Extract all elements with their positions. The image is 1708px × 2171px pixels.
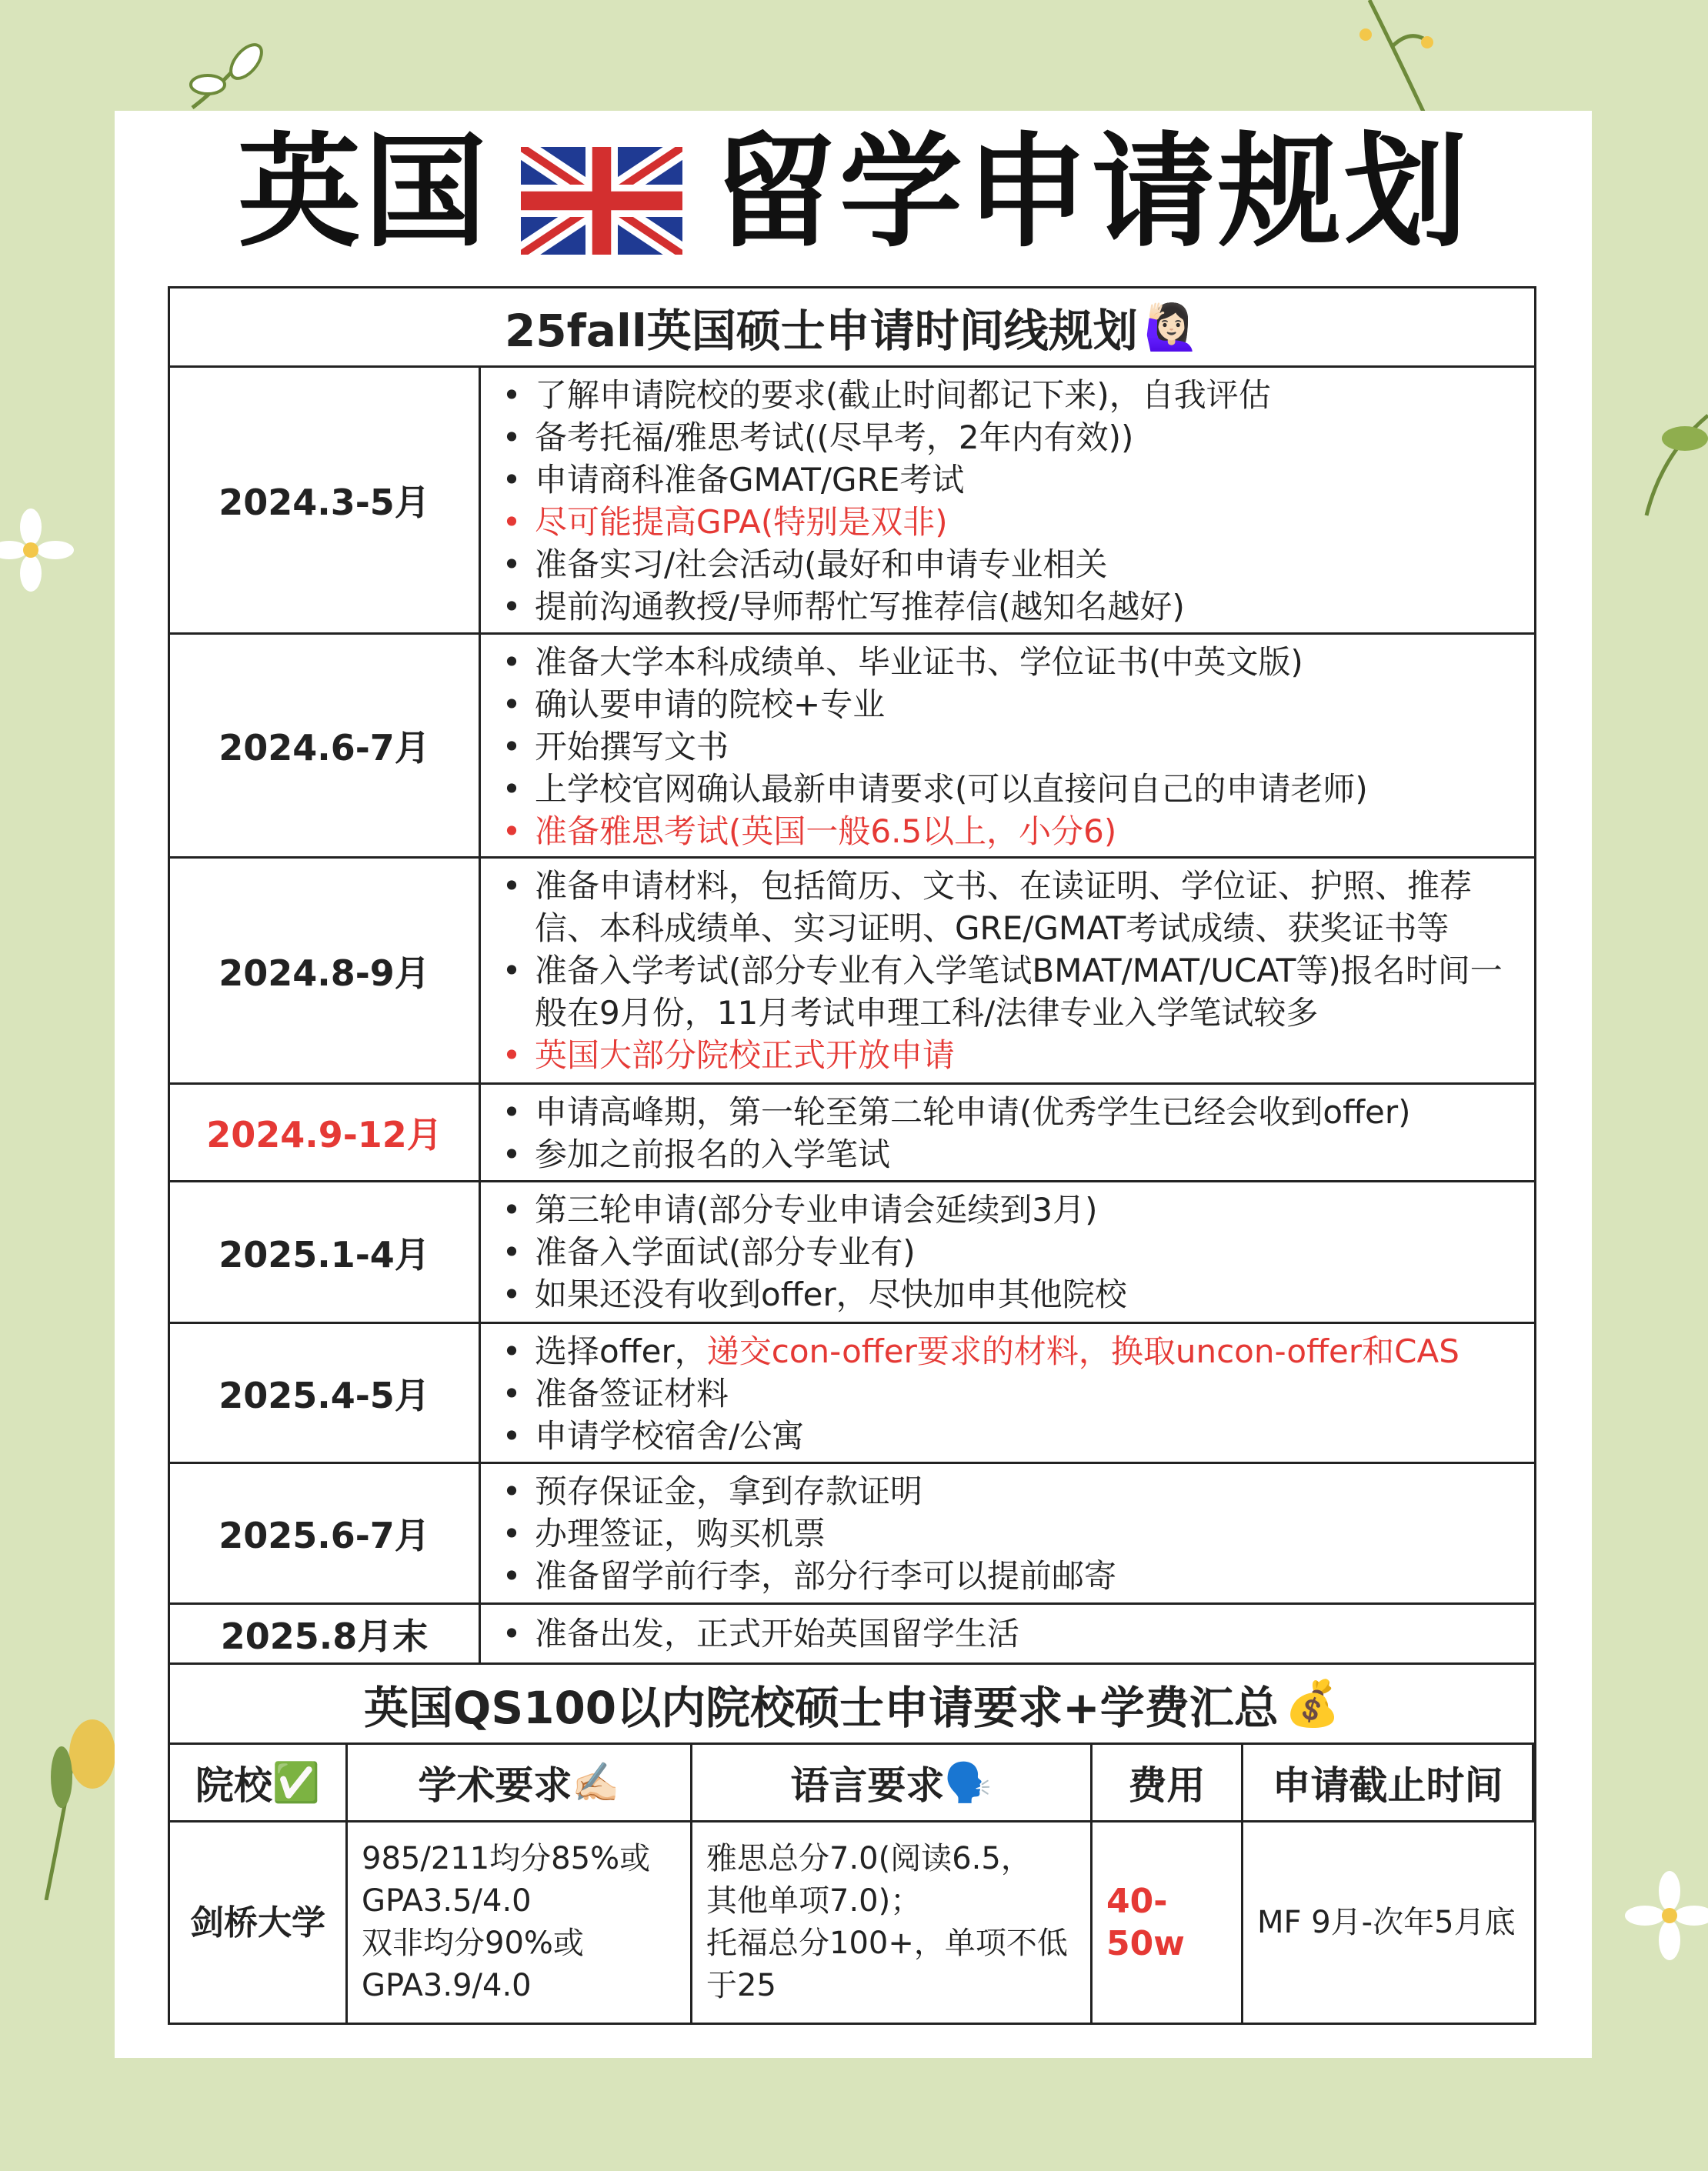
timeline-date: 2024.6-7月	[170, 635, 481, 856]
timeline-row	[170, 859, 1534, 1085]
list-item	[489, 1512, 1534, 1555]
list-item	[489, 1034, 1534, 1076]
list-item	[489, 374, 1534, 416]
bullet-icon: •	[502, 770, 522, 808]
item-text	[535, 865, 1534, 949]
item-text	[535, 1555, 1534, 1597]
writing-hand-icon: ✍🏻	[572, 1759, 620, 1805]
timeline-row	[170, 635, 1534, 859]
header-label: 语言要求	[790, 1763, 945, 1808]
item-text-segment: 尽可能提高GPA(特别是双非)	[535, 503, 948, 541]
branch-icon	[1339, 0, 1446, 115]
item-text	[535, 374, 1534, 416]
timeline-items	[481, 1464, 1534, 1602]
bullet-icon: •	[502, 812, 522, 850]
bullet-icon: •	[502, 1515, 522, 1552]
list-item	[489, 641, 1534, 683]
timeline-items	[481, 1605, 1534, 1662]
timeline-rows	[170, 368, 1534, 1665]
item-text-segment: 准备雅思考试(英国一般6.5以上，小分6)	[535, 812, 1117, 850]
item-text-segment: 办理签证，购买机票	[535, 1515, 826, 1552]
item-text	[535, 683, 1534, 725]
list-item	[489, 768, 1534, 810]
timeline-date: 2024.8-9月	[170, 859, 481, 1082]
item-text	[535, 1415, 1534, 1457]
bullet-icon: •	[502, 643, 522, 681]
bullet-icon: •	[502, 503, 522, 541]
bullet-icon: •	[502, 1615, 522, 1652]
person-raising-hand-icon: 🙋🏻‍♀️	[1143, 300, 1200, 353]
item-text	[535, 1273, 1534, 1316]
item-text-segment: 准备实习/社会活动(最好和申请专业相关	[535, 545, 1108, 583]
requirements-table	[170, 1745, 1534, 2023]
list-item	[489, 1555, 1534, 1597]
item-text	[535, 768, 1534, 810]
timeline-heading	[170, 288, 1534, 368]
cell-school: 剑桥大学	[170, 1823, 348, 2023]
item-text-segment: 上学校官网确认最新申请要求(可以直接问自己的申请老师)	[535, 770, 1368, 808]
item-text-segment: 递交con-offer要求的材料，换取uncon-offer和CAS	[706, 1332, 1459, 1370]
bullet-icon: •	[502, 1417, 522, 1455]
bullet-icon: •	[502, 1472, 522, 1510]
item-text-segment: 了解申请院校的要求(截止时间都记下来)，自我评估	[535, 376, 1271, 414]
timeline-items	[481, 859, 1534, 1082]
item-text	[535, 1231, 1534, 1273]
item-text-segment: 准备出发，正式开始英国留学生活	[535, 1615, 1020, 1652]
timeline-date: 2025.1-4月	[170, 1182, 481, 1322]
item-text	[535, 1612, 1534, 1655]
item-text-segment: 准备入学面试(部分专业有)	[535, 1233, 916, 1271]
bullet-icon: •	[502, 1093, 522, 1131]
timeline-date: 2024.9-12月	[170, 1085, 481, 1180]
item-text	[535, 416, 1534, 459]
timeline-date: 2025.6-7月	[170, 1464, 481, 1602]
item-text	[535, 585, 1534, 628]
column-header-language	[692, 1745, 1093, 1823]
leaf-sprig-icon	[177, 38, 269, 115]
item-text	[535, 1372, 1534, 1415]
item-text-segment: 准备入学考试(部分专业有入学笔试BMAT/MAT/UCAT等)报名时间一般在9月份，11月考试申理工科/法律专业入学笔试较多	[535, 952, 1503, 1032]
list-item	[489, 543, 1534, 585]
item-text	[535, 1091, 1534, 1133]
bullet-icon: •	[502, 461, 522, 499]
bullet-icon: •	[502, 867, 522, 905]
list-item	[489, 459, 1534, 501]
item-text	[535, 543, 1534, 585]
timeline-date: 2025.4-5月	[170, 1324, 481, 1462]
item-text-segment: 第三轮申请(部分专业申请会延续到3月)	[535, 1191, 1098, 1229]
item-text-segment: 申请商科准备GMAT/GRE考试	[535, 461, 965, 499]
uk-flag-icon	[521, 147, 682, 255]
bullet-icon: •	[502, 1191, 522, 1229]
bullet-icon: •	[502, 376, 522, 414]
item-text-segment: 开始撰写文书	[535, 728, 729, 765]
list-item	[489, 1612, 1534, 1655]
title-left: 英国	[237, 120, 490, 264]
item-text-segment: 如果还没有收到offer，尽快加申其他院校	[535, 1276, 1127, 1313]
item-text-segment: 选择offer，	[535, 1332, 707, 1370]
item-text	[535, 1470, 1534, 1512]
bullet-icon: •	[502, 952, 522, 989]
item-text	[535, 810, 1534, 852]
list-item	[489, 416, 1534, 459]
item-text	[535, 501, 1534, 543]
list-item	[489, 1330, 1534, 1372]
item-text-segment: 申请学校宿舍/公寓	[535, 1417, 805, 1455]
list-item	[489, 725, 1534, 768]
list-item	[489, 1415, 1534, 1457]
bullet-icon: •	[502, 1276, 522, 1313]
bullet-icon: •	[502, 419, 522, 456]
timeline-items	[481, 1182, 1534, 1322]
header-label: 院校	[195, 1763, 272, 1808]
bullet-icon: •	[502, 1036, 522, 1074]
timeline-items	[481, 368, 1534, 632]
list-item	[489, 1470, 1534, 1512]
timeline-row	[170, 1085, 1534, 1182]
timeline-items	[481, 635, 1534, 856]
item-text	[535, 641, 1534, 683]
item-text-segment: 备考托福/雅思考试((尽早考，2年内有效))	[535, 419, 1134, 456]
item-text-segment: 确认要申请的院校+专业	[535, 685, 886, 723]
list-item	[489, 1372, 1534, 1415]
list-item	[489, 1231, 1534, 1273]
timeline-row	[170, 1324, 1534, 1464]
timeline-row	[170, 1182, 1534, 1324]
header-label: 学术要求	[418, 1763, 572, 1808]
item-text	[535, 725, 1534, 768]
list-item	[489, 810, 1534, 852]
bullet-icon: •	[502, 728, 522, 765]
item-text-segment: 预存保证金，拿到存款证明	[535, 1472, 923, 1510]
item-text	[535, 1189, 1534, 1231]
leaf-branch-icon	[1631, 385, 1708, 523]
list-item	[489, 1133, 1534, 1176]
bullet-icon: •	[502, 1233, 522, 1271]
bullet-icon: •	[502, 545, 522, 583]
item-text-segment: 申请高峰期，第一轮至第二轮申请(优秀学生已经会收到offer)	[535, 1093, 1411, 1131]
speaking-head-icon: 🗣️	[944, 1759, 992, 1805]
page-title	[0, 120, 1708, 264]
cell-fee: 40-50w	[1093, 1823, 1243, 2023]
header-label: 费用	[1128, 1763, 1206, 1808]
column-header-academic	[348, 1745, 692, 1823]
bullet-icon: •	[502, 1136, 522, 1173]
list-item	[489, 1091, 1534, 1133]
check-mark-icon: ✅	[272, 1759, 321, 1805]
item-text	[535, 1133, 1534, 1176]
timeline-row	[170, 1605, 1534, 1665]
timeline-heading-text: 25fall英国硕士申请时间线规划	[504, 305, 1138, 357]
money-bag-icon: 💰	[1284, 1677, 1340, 1729]
item-text-segment: 参加之前报名的入学笔试	[535, 1136, 891, 1173]
header-label: 申请截止时间	[1272, 1763, 1503, 1808]
requirements-heading-text: 英国QS100以内院校硕士申请要求+学费汇总	[364, 1681, 1279, 1734]
cell-deadline: MF 9月-次年5月底	[1257, 1904, 1516, 1940]
item-text	[535, 1512, 1534, 1555]
list-item	[489, 865, 1534, 949]
item-text-segment: 英国大部分院校正式开放申请	[535, 1036, 956, 1074]
item-text	[535, 459, 1534, 501]
item-text-segment: 准备留学前行李，部分行李可以提前邮寄	[535, 1557, 1117, 1595]
requirements-heading	[170, 1665, 1534, 1745]
white-flower-icon	[1623, 1869, 1708, 1962]
timeline-items	[481, 1085, 1534, 1180]
item-text	[535, 1330, 1534, 1372]
cell-academic: 985/211均分85%或 GPA3.5/4.0 双非均分90%或 GPA3.9/4.0	[348, 1823, 692, 2023]
timeline-date: 2024.3-5月	[170, 368, 481, 632]
timeline-items	[481, 1324, 1534, 1462]
item-text	[535, 949, 1534, 1034]
list-item	[489, 1189, 1534, 1231]
timeline-row	[170, 368, 1534, 635]
item-text	[535, 1034, 1534, 1076]
list-item	[489, 949, 1534, 1034]
bullet-icon: •	[502, 1332, 522, 1370]
item-text-segment: 提前沟通教授/导师帮忙写推荐信(越知名越好)	[535, 588, 1185, 625]
timeline-row	[170, 1464, 1534, 1605]
column-header-school	[170, 1745, 348, 1823]
application-plan-table	[168, 286, 1536, 2025]
bullet-icon: •	[502, 588, 522, 625]
title-right: 留学申请规划	[713, 120, 1471, 264]
bullet-icon: •	[502, 1375, 522, 1412]
item-text-segment: 准备大学本科成绩单、毕业证书、学位证书(中英文版)	[535, 643, 1303, 681]
column-header-deadline	[1243, 1745, 1534, 1823]
bullet-icon: •	[502, 685, 522, 723]
list-item	[489, 1273, 1534, 1316]
list-item	[489, 683, 1534, 725]
item-text-segment: 准备签证材料	[535, 1375, 729, 1412]
item-text-segment: 准备申请材料，包括简历、文书、在读证明、学位证、护照、推荐信、本科成绩单、实习证明、GRE/GMAT考试成绩、获奖证书等	[535, 867, 1473, 947]
column-header-fee	[1093, 1745, 1243, 1823]
list-item	[489, 585, 1534, 628]
flower-bud-icon	[31, 1708, 115, 1900]
timeline-date: 2025.8月末	[170, 1605, 481, 1662]
list-item	[489, 501, 1534, 543]
white-flower-icon	[0, 508, 77, 592]
bullet-icon: •	[502, 1557, 522, 1595]
cell-language: 雅思总分7.0(阅读6.5， 其他单项7.0)； 托福总分100+，单项不低于25	[692, 1823, 1093, 2023]
